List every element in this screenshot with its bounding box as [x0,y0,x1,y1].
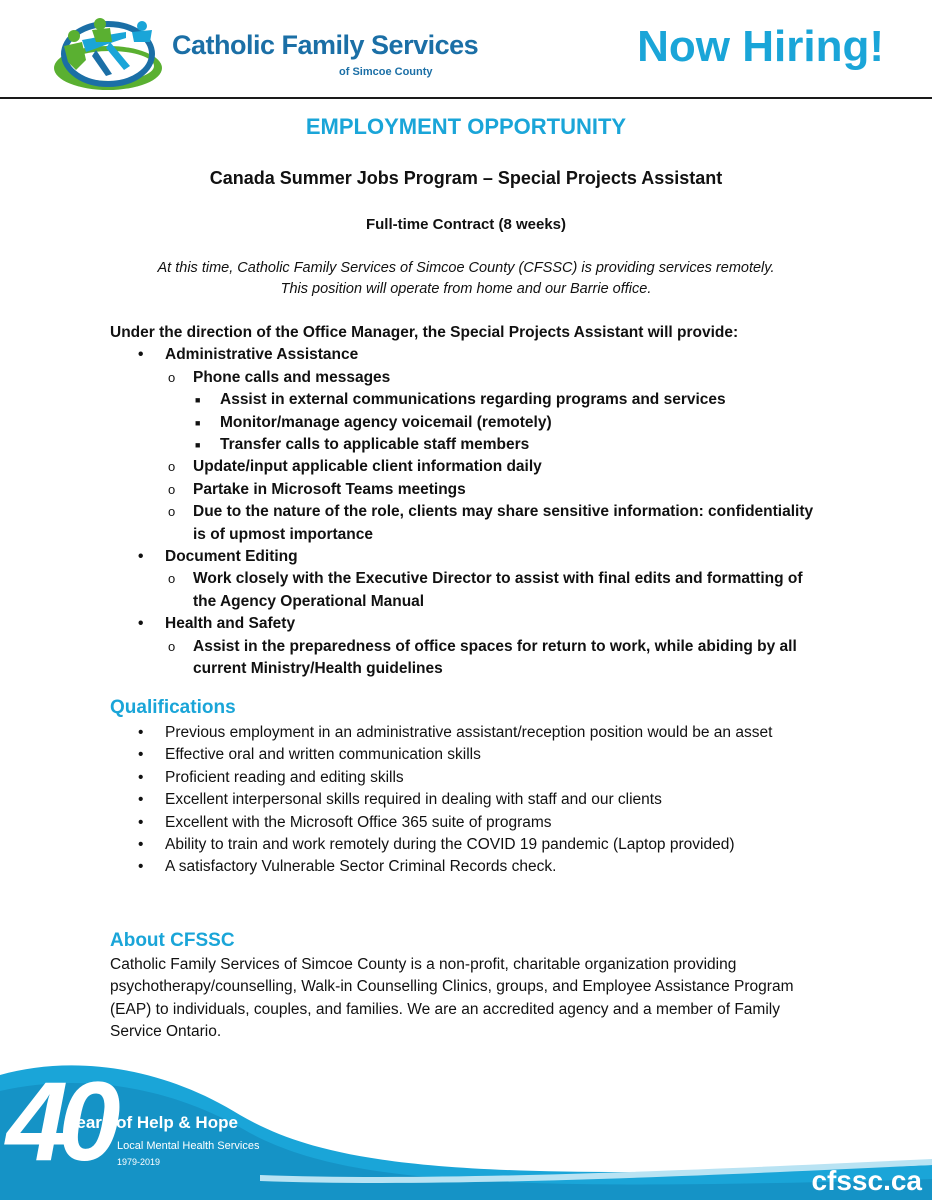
about-heading: About CFSSC [110,930,235,951]
duty-category [110,613,830,680]
duty-item [165,367,830,457]
qualification-item: • A satisfactory Vulnerable Sector Criminal Records check. [110,856,830,878]
duty-item: o Assist in the preparedness of office spaces for return to work, while abiding by all current Ministry/Health guidelines [165,636,830,681]
forty-years-number: 40 [6,1059,111,1184]
employment-heading: EMPLOYMENT OPPORTUNITY [305,114,627,139]
remote-notice [0,258,932,300]
cfssc-logo [52,12,479,96]
job-title: Canada Summer Jobs Program – Special Projects Assistant [209,168,723,188]
contract-type: Full-time Contract (8 weeks) [365,216,567,233]
duty-category-label: Document Editing [165,548,298,566]
remote-notice-line2: This position will operate from home and our Barrie office. [280,281,652,297]
duty-category [110,344,830,546]
duty-category [110,546,830,613]
qualification-item: • Excellent interpersonal skills required in dealing with staff and our clients [110,789,830,811]
duties-section [110,322,830,681]
family-logo-icon [52,12,164,96]
qualification-item: • Effective oral and written communication skills [110,744,830,766]
qualification-item: • Previous employment in an administrative assistant/reception position would be an asset [110,722,830,744]
duty-subitem: ■ Transfer calls to applicable staff members [193,434,830,456]
logo-subtitle: of Simcoe County [339,66,433,78]
remote-notice-line1: At this time, Catholic Family Services of Simcoe County (CFSSC) is providing services remotely. [157,260,775,276]
about-section [110,954,830,1044]
duty-subitem: ■ Monitor/manage agency voicemail (remotely) [193,412,830,434]
duty-item: o Update/input applicable client information daily [165,456,830,478]
duty-item: o Work closely with the Executive Director to assist with final edits and formatting of the Agency Operational Manual [165,568,830,613]
duties-list [110,344,830,680]
duty-category-label: Health and Safety [165,615,296,633]
duty-category-label: Administrative Assistance [165,346,359,364]
qualifications-section [110,722,830,879]
qualifications-heading: Qualifications [110,697,236,718]
about-paragraph: Catholic Family Services of Simcoe County is a non-profit, charitable organization providing psychotherapy/counselling, Walk-in Counselling Clinics, groups, and Employee Assistance Program (EAP) to individuals, couples, and families. We are an accredited agency and a member of Family Service Ontario. [110,956,794,1041]
footer-subtitle: Local Mental Health Services [117,1140,260,1152]
qualification-item: • Excellent with the Microsoft Office 365 suite of programs [110,812,830,834]
duty-item-label: Phone calls and messages [193,368,391,386]
duties-intro: Under the direction of the Office Manager, the Special Projects Assistant will provide: [110,324,739,341]
footer-tagline: Years of Help & Hope [66,1113,238,1132]
header-divider [0,97,932,99]
qualification-item: • Proficient reading and editing skills [110,767,830,789]
qualification-item: • Ability to train and work remotely during the COVID 19 pandemic (Laptop provided) [110,834,830,856]
duty-item: o Partake in Microsoft Teams meetings [165,479,830,501]
now-hiring-banner: Now Hiring! [637,22,884,71]
qualifications-list [110,722,830,879]
logo-name: Catholic Family Services [172,30,479,60]
duty-subitem: ■ Assist in external communications regarding programs and services [193,389,830,411]
duty-item: o Due to the nature of the role, clients may share sensitive information: confidentiality is of upmost importance [165,501,830,546]
website-link[interactable]: cfssc.ca [811,1165,922,1196]
footer-year-range: 1979-2019 [117,1157,161,1167]
